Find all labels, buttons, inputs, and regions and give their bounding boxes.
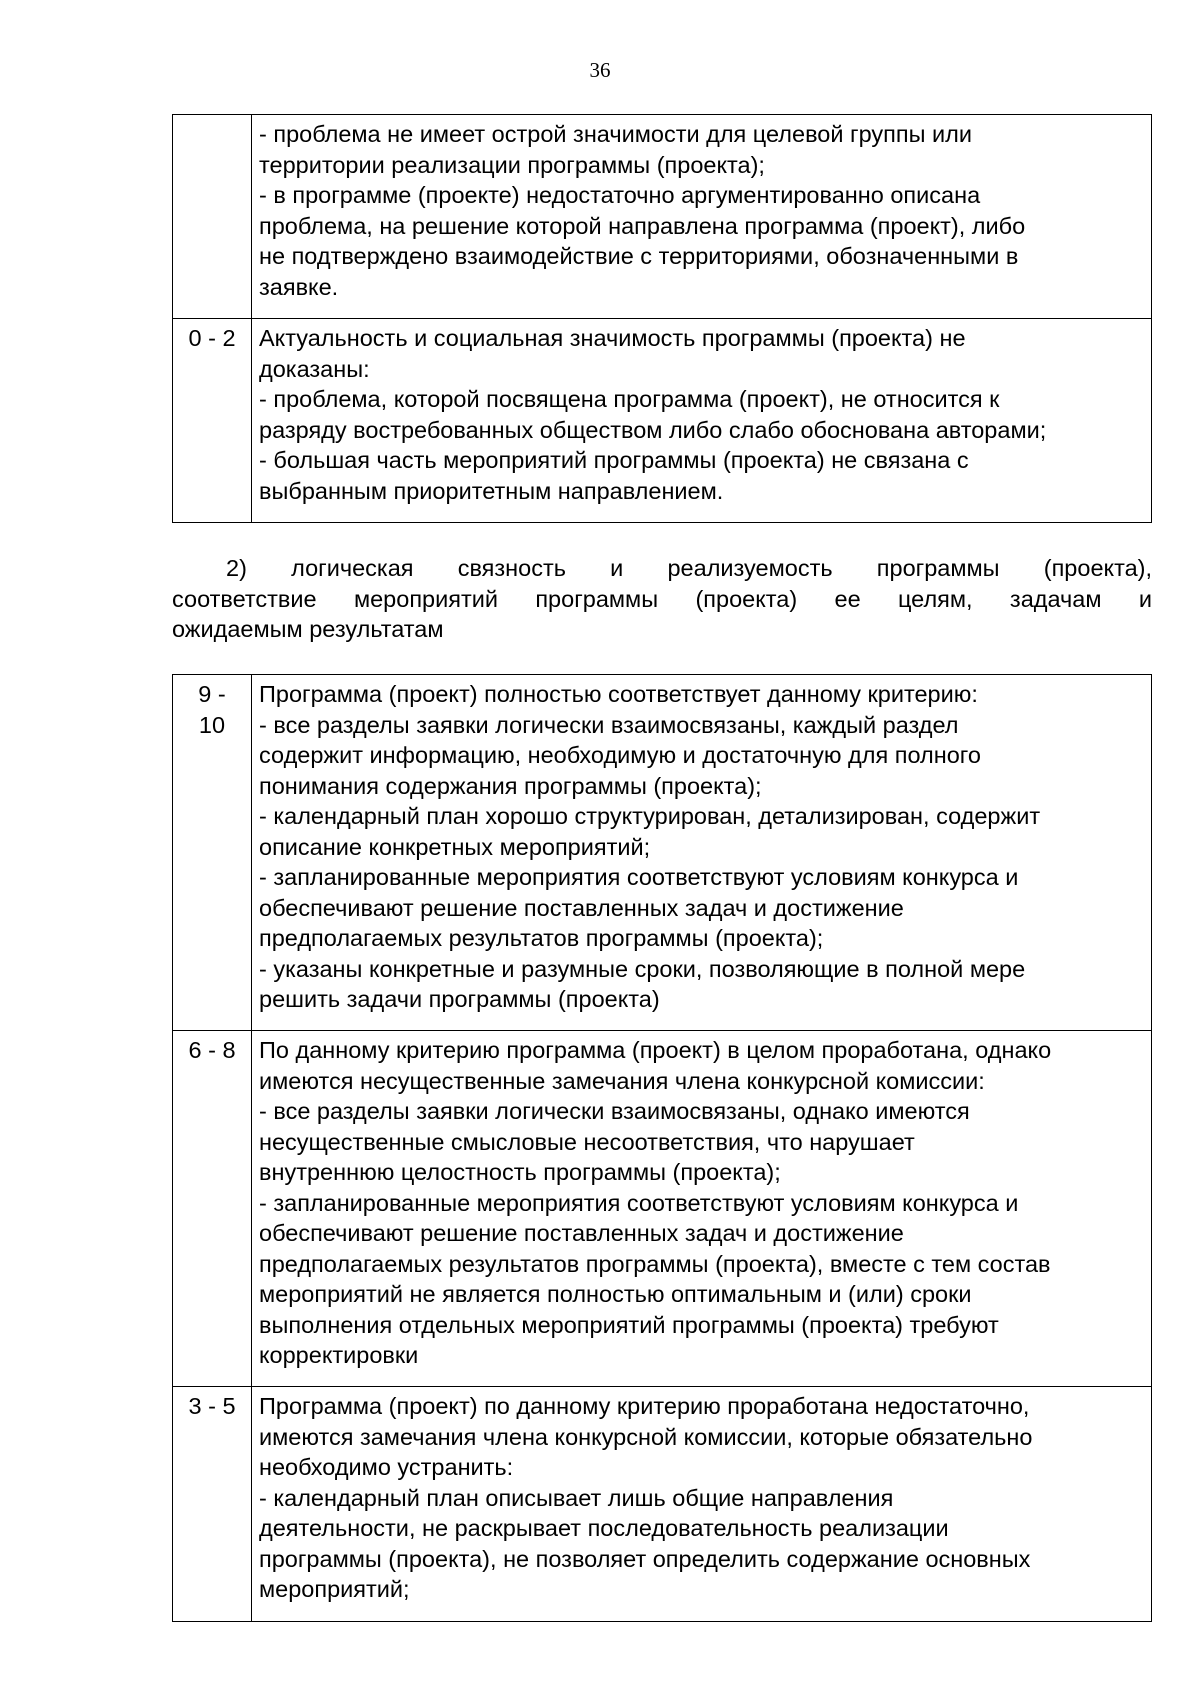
description-line: корректировки [259, 1342, 419, 1368]
description-line: разряду востребованных обществом либо слабо обоснована авторами; [259, 416, 1047, 443]
description-line: выбранным приоритетным направлением. [259, 477, 724, 504]
description-line: решить задачи программы (проекта) [259, 986, 660, 1012]
description-line: По данному критерию программа (проект) в целом проработана, однако [259, 1037, 1052, 1063]
description-line: Актуальность и социальная значимость программы (проекта) не [259, 325, 966, 351]
criteria-table-1 [172, 114, 1152, 523]
score-line: 9 - [198, 681, 226, 707]
description-cell [252, 1031, 1152, 1387]
description-line: несущественные смысловые несоответствия, что нарушает [259, 1128, 915, 1155]
score-cell: 0 - 2 [173, 319, 252, 523]
description-line: не подтверждено взаимодействие с территориями, обозначенными в [259, 243, 1019, 269]
description-line: - все разделы заявки логически взаимосвязаны, каждый раздел [259, 711, 959, 738]
description-line: описание конкретных мероприятий; [259, 833, 651, 860]
description-line: - указаны конкретные и разумные сроки, позволяющие в полной мере [259, 955, 1026, 982]
description-line: внутреннюю целостность программы (проекта); [259, 1159, 781, 1185]
description-line: необходимо устранить: [259, 1454, 514, 1480]
description-cell [252, 1387, 1152, 1622]
criterion-line: ожидаемым результатам [172, 616, 444, 642]
description-line: доказаны: [259, 355, 370, 382]
description-line: предполагаемых результатов программы (проекта); [259, 925, 824, 951]
description-line: обеспечивают решение поставленных задач и достижение [259, 1220, 904, 1246]
description-line: заявке. [259, 273, 339, 300]
description-line: предполагаемых результатов программы (проекта), вместе с тем состав [259, 1250, 1051, 1277]
table-row [173, 675, 1152, 1031]
table-row [173, 1387, 1152, 1622]
description-line: Программа (проект) по данному критерию проработана недостаточно, [259, 1393, 1030, 1419]
description-line: - проблема не имеет острой значимости для целевой группы или [259, 121, 972, 147]
description-cell [252, 675, 1152, 1031]
description-line: деятельности, не раскрывает последовательность реализации [259, 1515, 949, 1541]
description-line: мероприятий не является полностью оптимальным и (или) сроки [259, 1281, 972, 1307]
criteria-table-2 [172, 674, 1152, 1622]
description-line: проблема, на решение которой направлена программа (проект), либо [259, 212, 1026, 239]
score-cell [173, 675, 252, 1031]
criterion-line: соответствие мероприятий программы (проекта) ее целям, задачам и [172, 585, 1152, 612]
description-cell [252, 115, 1152, 319]
description-line: территории реализации программы (проекта); [259, 151, 765, 178]
score-cell: 3 - 5 [173, 1387, 252, 1622]
description-line: - календарный план хорошо структурирован, детализирован, содержит [259, 803, 1041, 829]
score-cell: 6 - 8 [173, 1031, 252, 1387]
table-row [173, 115, 1152, 319]
description-line: - большая часть мероприятий программы (проекта) не связана с [259, 447, 969, 473]
description-line: - запланированные мероприятия соответствуют условиям конкурса и [259, 1189, 1019, 1216]
page-number: 36 [589, 58, 611, 82]
table-row [173, 1031, 1152, 1387]
description-line: - запланированные мероприятия соответствуют условиям конкурса и [259, 864, 1019, 890]
score-cell [173, 115, 252, 319]
description-line: Программа (проект) полностью соответствует данному критерию: [259, 681, 978, 707]
description-line: мероприятий; [259, 1576, 410, 1602]
description-cell [252, 319, 1152, 523]
description-line: - все разделы заявки логически взаимосвязаны, однако имеются [259, 1098, 970, 1124]
criterion-line: 2) логическая связность и реализуемость программы (проекта), [226, 555, 1152, 581]
description-line: выполнения отдельных мероприятий программы (проекта) требуют [259, 1311, 999, 1338]
description-line: имеются замечания члена конкурсной комиссии, которые обязательно [259, 1423, 1033, 1450]
description-line: имеются несущественные замечания члена конкурсной комиссии: [259, 1067, 985, 1094]
table-row [173, 319, 1152, 523]
criterion-2-heading [172, 553, 1152, 645]
description-line: - в программе (проекте) недостаточно аргументированно описана [259, 182, 981, 208]
description-line: - календарный план описывает лишь общие направления [259, 1484, 894, 1511]
description-line: обеспечивают решение поставленных задач и достижение [259, 894, 904, 921]
description-line: программы (проекта), не позволяет определить содержание основных [259, 1545, 1031, 1572]
score-line: 10 [198, 711, 226, 738]
description-line: - проблема, которой посвящена программа (проект), не относится к [259, 386, 1000, 412]
description-line: содержит информацию, необходимую и достаточную для полного [259, 742, 981, 768]
description-line: понимания содержания программы (проекта); [259, 772, 762, 799]
